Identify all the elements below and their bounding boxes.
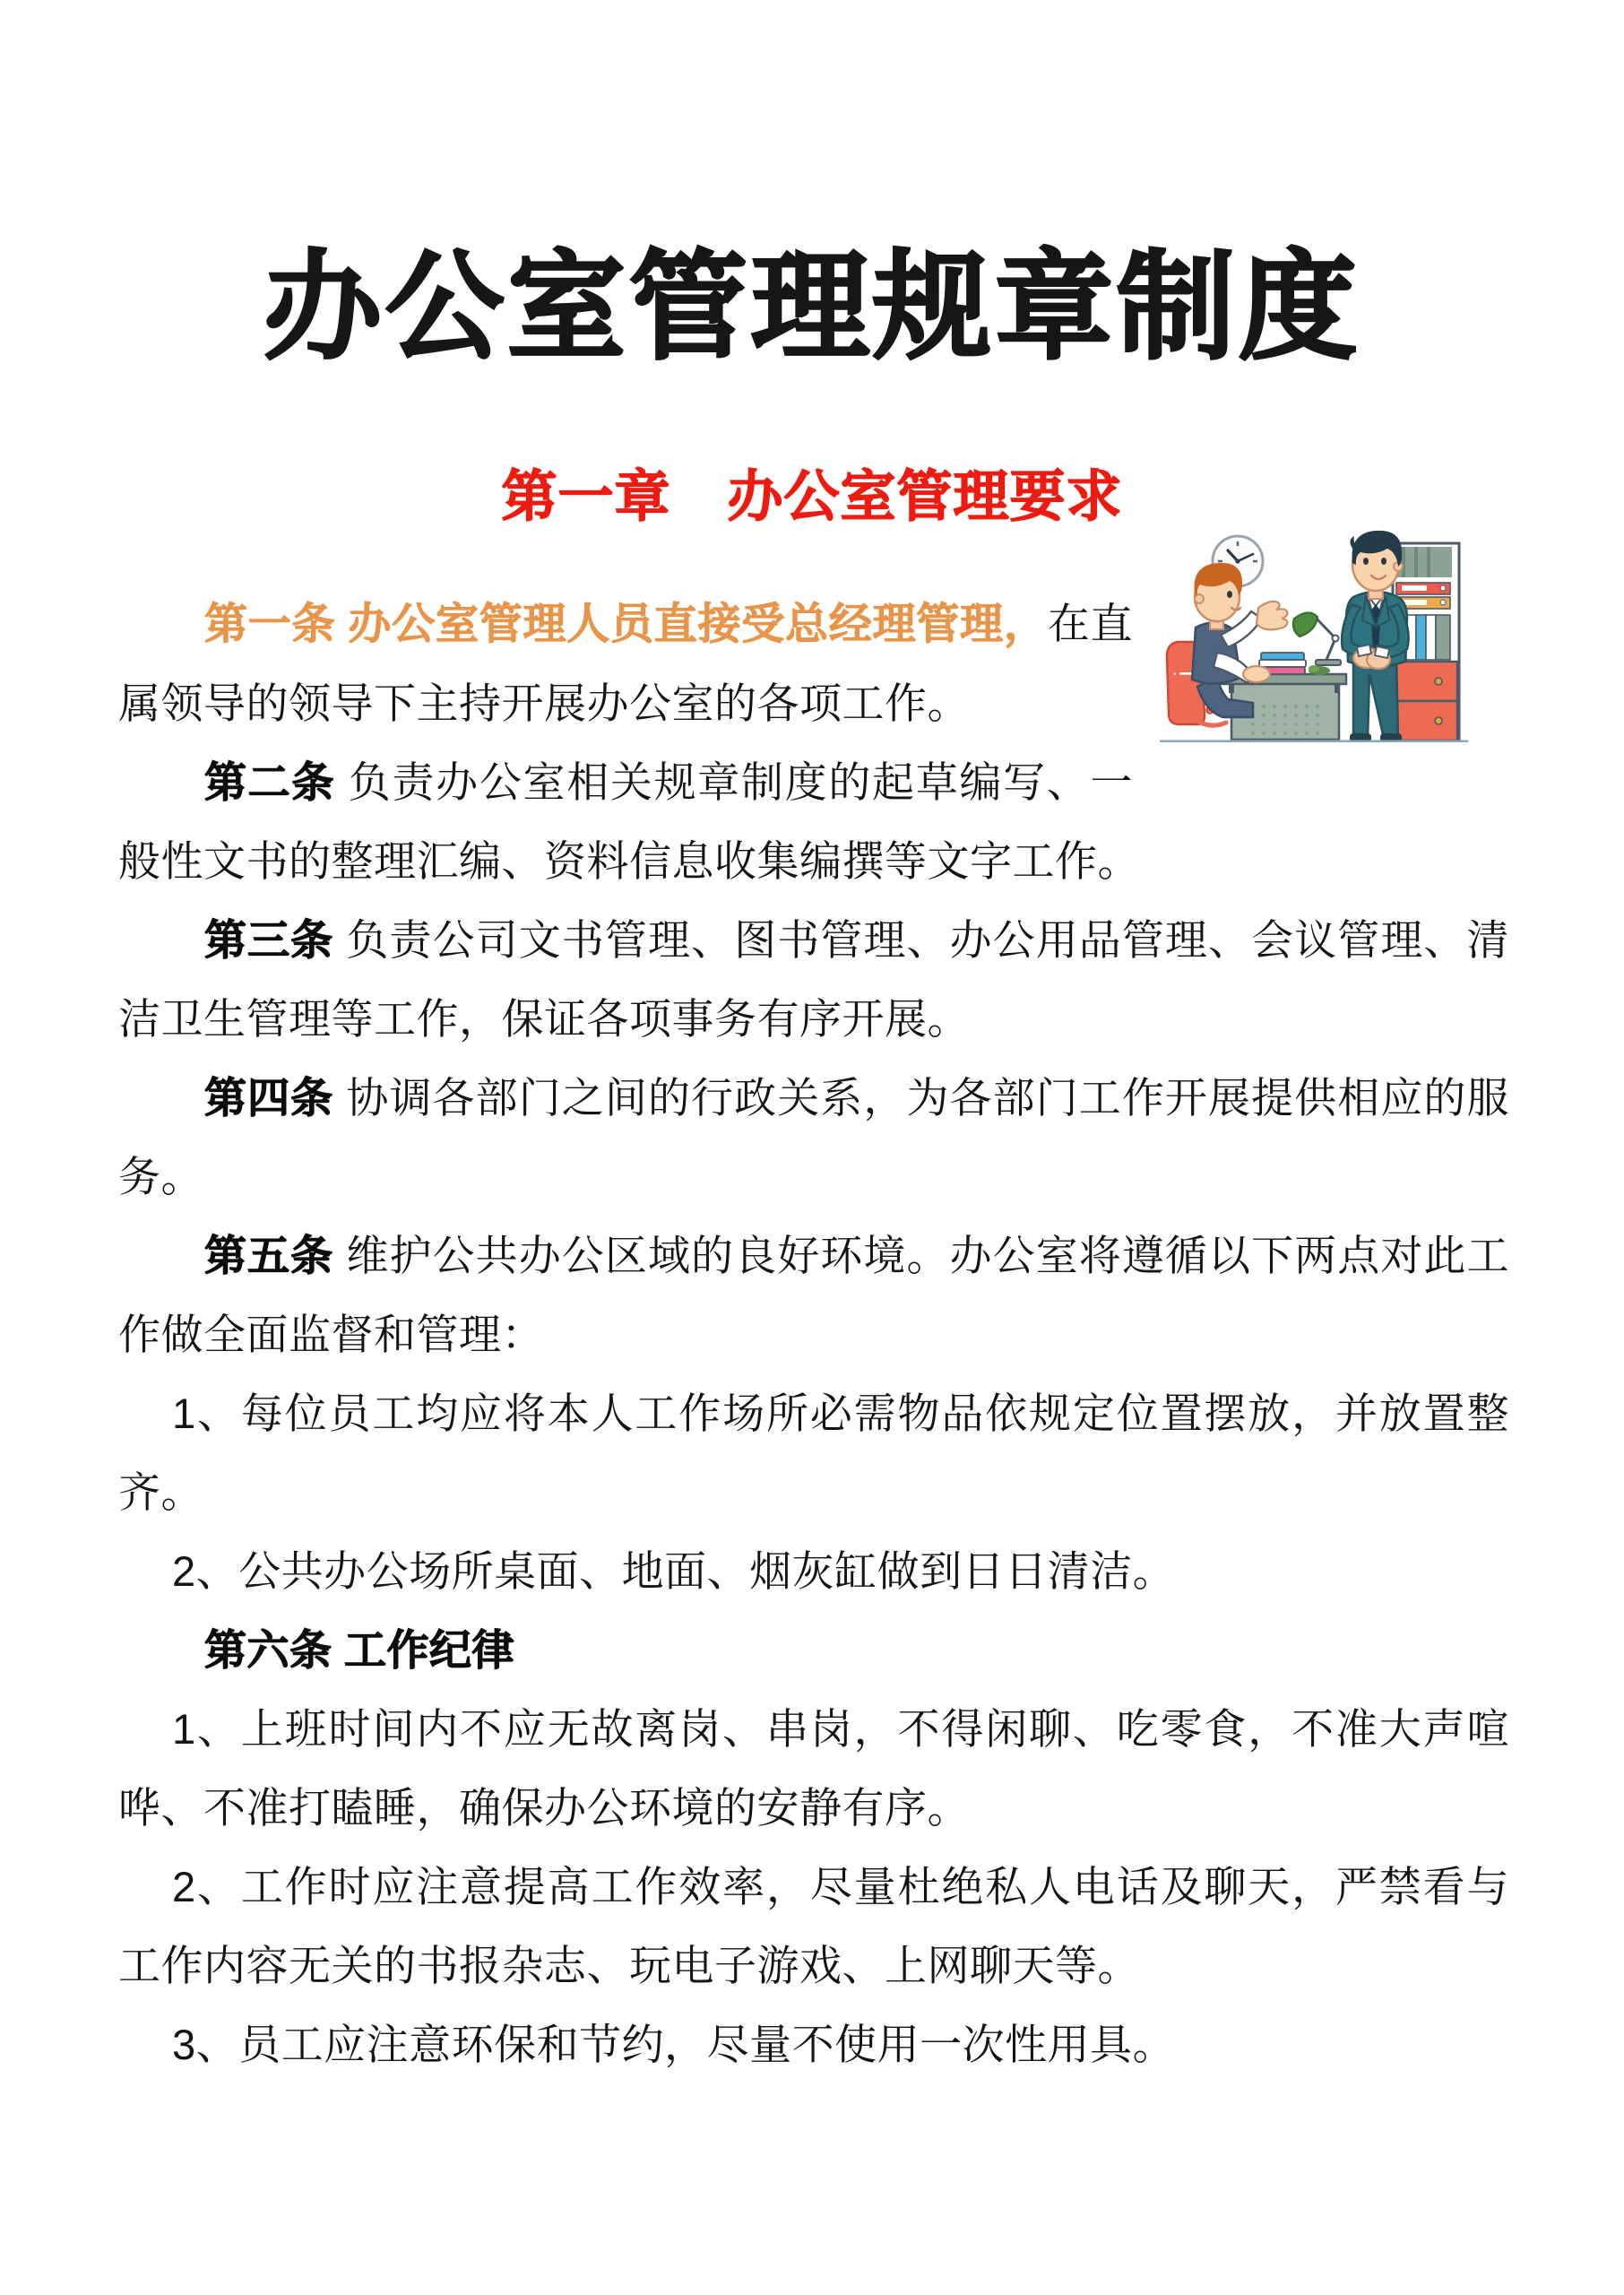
chapter-heading: 第一章 办公室管理要求	[501, 463, 1123, 529]
article-3-text: 负责公司文书管理、图书管理、办公用品管理、会议管理、清洁卫生管理等工作，保证各项事务有序开展。	[118, 916, 1510, 1043]
article-1-paragraph	[118, 585, 1509, 743]
article-6-item-1: 1、上班时间内不应无故离岗、串岗，不得闲聊、吃零食，不准大声喧哗、不准打瞌睡，确保办公环境的安静有序。	[118, 1705, 1509, 1832]
article-6-item-3: 3、员工应注意环保和节约，尽量不使用一次性用具。	[172, 2021, 1176, 2068]
article-1-orange-text: 办公室管理人员直接受总经理管理，	[335, 601, 1048, 648]
article-5-paragraph	[118, 1217, 1509, 1374]
article-1-label: 第一条	[204, 601, 336, 648]
article-5-text: 维护公共办公区域的良好环境。办公室将遵循以下两点对此工作做全面监督和管理：	[118, 1232, 1510, 1358]
article-6-label: 第六条	[204, 1626, 333, 1674]
illustration-text-wrap-spacer	[1133, 585, 1509, 810]
article-6-title: 工作纪律	[332, 1626, 515, 1674]
article-4-paragraph	[118, 1059, 1509, 1217]
page-title: 办公室管理规章制度	[263, 238, 1361, 377]
article-6-paragraph	[118, 1611, 1509, 1690]
article-3-label: 第三条	[204, 916, 334, 964]
article-5-item-1: 1、每位员工均应将本人工作场所必需物品依规定位置摆放，并放置整齐。	[118, 1390, 1509, 1516]
document-body	[118, 585, 1509, 2084]
article-5-label: 第五条	[204, 1232, 334, 1279]
article-1-rest-text: 在直属领导的领导下主持开展办公室的各项工作。	[118, 600, 1133, 727]
article-4-label: 第四条	[204, 1074, 334, 1122]
article-6-item-2: 2、工作时应注意提高工作效率，尽量杜绝私人电话及聊天，严禁看与工作内容无关的书报杂志、玩电子游戏、上网聊天等。	[118, 1863, 1509, 1989]
article-3-paragraph	[118, 901, 1509, 1059]
article-2-label: 第二条	[204, 758, 336, 806]
article-4-text: 协调各部门之间的行政关系，为各部门工作开展提供相应的服务。	[118, 1074, 1510, 1200]
article-2-text: 负责办公室相关规章制度的起草编写、一般性文书的整理汇编、资料信息收集编撰等文字工作。	[118, 758, 1140, 885]
article-5-item-2: 2、公共办公场所桌面、地面、烟灰缸做到日日清洁。	[172, 1547, 1176, 1595]
